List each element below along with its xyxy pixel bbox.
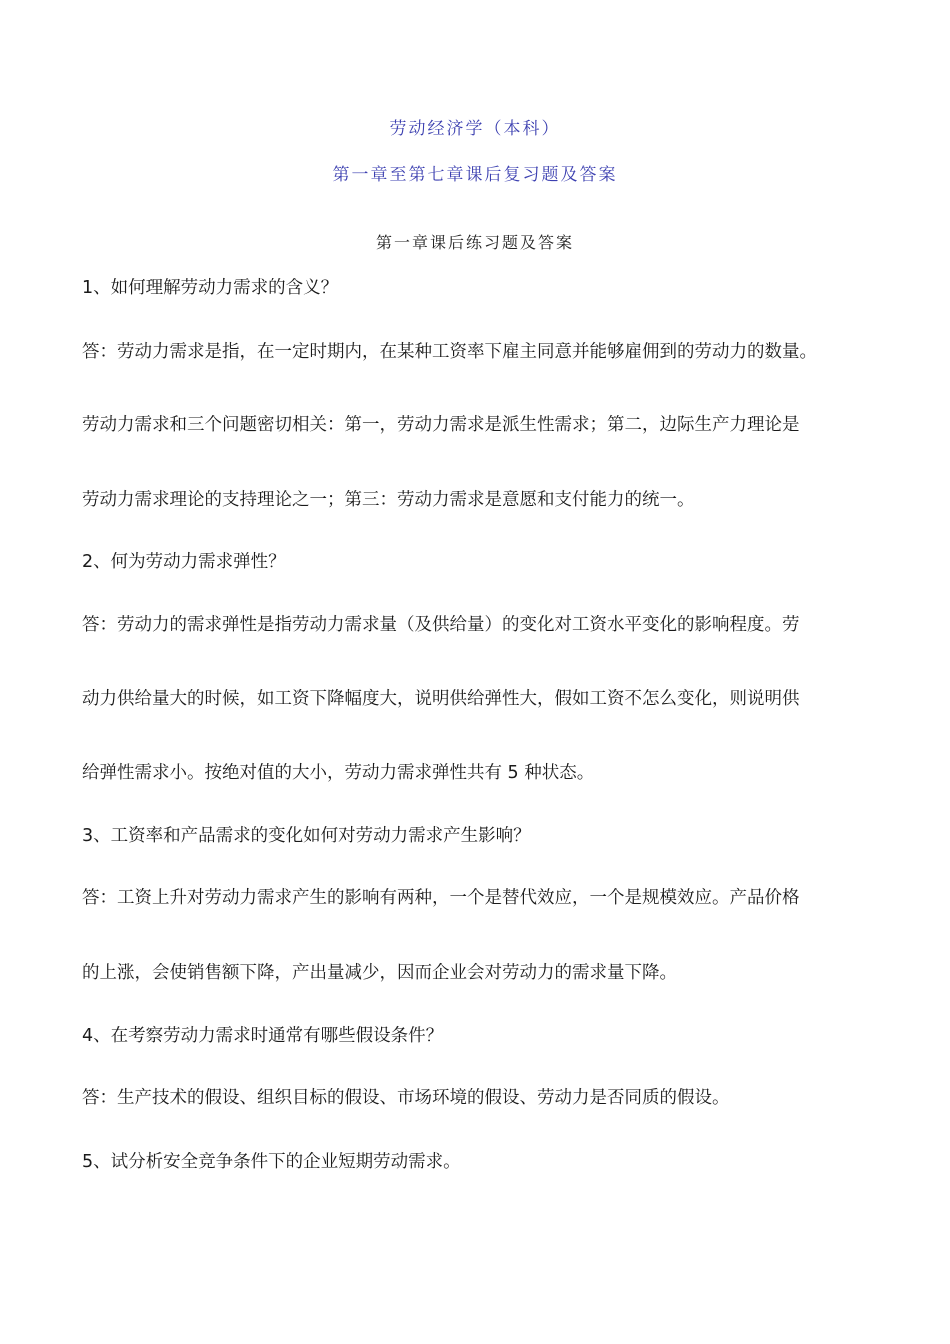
section-heading: 第一章课后练习题及答案 (375, 233, 574, 252)
answer-1-line-3: 劳动力需求理论的支持理论之一；第三：劳动力需求是意愿和支付能力的统一。 (82, 490, 695, 510)
answer-1-line-1: 答：劳动力需求是指，在一定时期内，在某种工资率下雇主同意并能够雇佣到的劳动力的数量。 (82, 342, 817, 362)
document-title: 劳动经济学（本科） (389, 119, 561, 139)
answer-1-line-2: 劳动力需求和三个问题密切相关：第一，劳动力需求是派生性需求；第二，边际生产力理论是 (82, 415, 800, 435)
question-2: 2、何为劳动力需求弹性？ (82, 552, 286, 572)
answer-3-line-2: 的上涨，会使销售额下降，产出量减少，因而企业会对劳动力的需求量下降。 (82, 963, 677, 983)
answer-3-line-1: 答：工资上升对劳动力需求产生的影响有两种，一个是替代效应，一个是规模效应。产品价格 (82, 888, 800, 908)
answer-2-line-3: 给弹性需求小。按绝对值的大小，劳动力需求弹性共有 5 种状态。 (82, 763, 595, 783)
question-5: 5、试分析安全竞争条件下的企业短期劳动需求。 (82, 1152, 461, 1172)
document-subtitle: 第一章至第七章课后复习题及答案 (332, 165, 618, 185)
answer-2-line-2: 动力供给量大的时候，如工资下降幅度大，说明供给弹性大，假如工资不怎么变化，则说明供 (82, 689, 800, 709)
answer-2-line-1: 答：劳动力的需求弹性是指劳动力需求量（及供给量）的变化对工资水平变化的影响程度。劳 (82, 615, 800, 635)
answer-4-line-1: 答：生产技术的假设、组织目标的假设、市场环境的假设、劳动力是否同质的假设。 (82, 1088, 730, 1108)
question-1: 1、如何理解劳动力需求的含义？ (82, 278, 339, 298)
question-4: 4、在考察劳动力需求时通常有哪些假设条件？ (82, 1026, 444, 1046)
question-3: 3、工资率和产品需求的变化如何对劳动力需求产生影响？ (82, 826, 531, 846)
